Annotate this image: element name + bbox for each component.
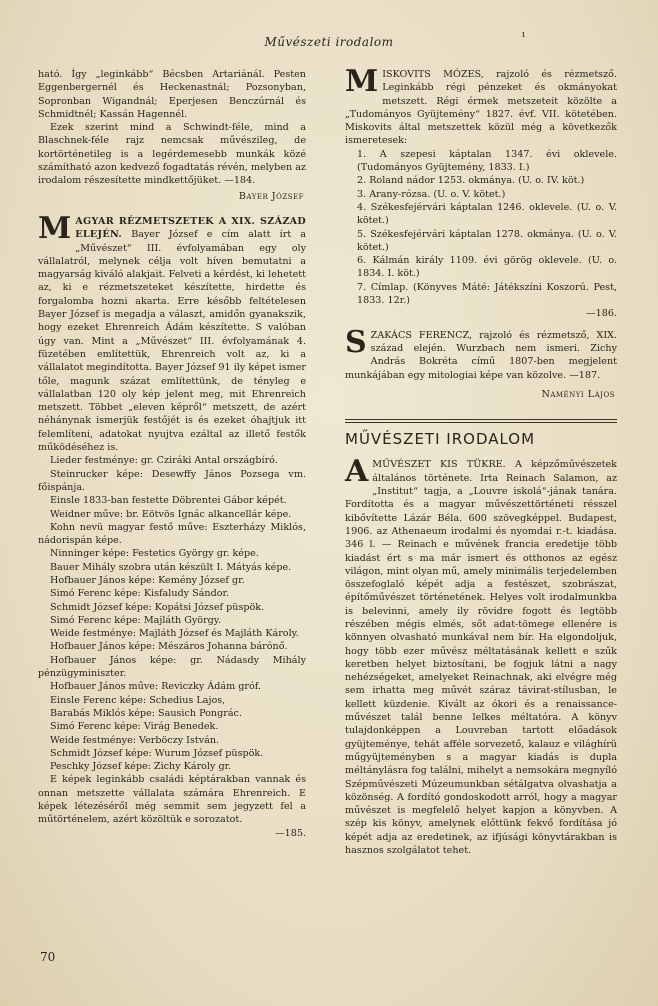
list-item: Schmidt József képe: Kopátsi József püspök. (50, 601, 265, 613)
list-item: Peschky József képe: Zichy Károly gr. (50, 761, 232, 773)
section-rule (345, 419, 617, 420)
list-item: 4. Székesfejérvári káptalan 1246. oklevele. (U. o. V. kötet.) (357, 201, 617, 227)
list-item: Simó Ferenc képe: Virág Benedek. (50, 721, 219, 733)
list-item: Einsle 1833-ban festette Döbrentei Gábor képét. (50, 495, 287, 507)
article-paragraph: ISKOVITS MÓZES, rajzoló és rézmetsző. Leginkább régi pénzeket és okmányokat metszett. Régi érmek metszeteit közölte a „Tudományos Gyüjtemény“ 1827. évf. VII. kötetében. Miskovits által metszettek közül még a következők ismeretesek: (345, 69, 617, 147)
signature: Bayer József (238, 190, 304, 202)
article-rezmetszetek (38, 210, 306, 454)
print-mark: ı (522, 30, 525, 40)
right-column (345, 64, 617, 857)
list-item: Lieder festménye: gr. Cziráki Antal országbíró. (50, 455, 278, 467)
list-item: Hofbauer János képe: Mészáros Johanna bárónő. (50, 641, 288, 653)
list-item: 3. Arany-rózsa. (U. o. V. kötet.) (357, 188, 506, 200)
section-title: MŰVÉSZETI IRODALOM (345, 430, 536, 449)
list-item: Simó Ferenc képe: Majláth György. (50, 614, 221, 626)
list-item: Simó Ferenc képe: Kisfaludy Sándor. (50, 588, 230, 600)
intro-paragraph: Ezek szerint mind a Schwindt-féle, mind a Blaschnek-féle rajz nemcsak művészileg, de kortörténetileg is a legérdemesebb munkák közé számítható azon kedvező fogadtatás révén, melyben az irodalom részesítette mindkettőjüket. —184. (38, 122, 306, 187)
list-item: Steinrucker képe: Desewffy János Pozsega vm. főispánja. (38, 468, 306, 493)
list-item: 2. Roland nádor 1253. okmánya. (U. o. IV. köt.) (357, 175, 585, 187)
list-item: 5. Székesfejérvári káptalan 1278. okmánya. (U. o. V. kötet.) (357, 228, 617, 253)
miskovits-list (345, 148, 617, 308)
list-item: Weidner műve: br. Eötvös Ignác alkancellár képe. (50, 508, 292, 520)
page-number: 70 (40, 950, 56, 964)
section-rule (345, 422, 617, 423)
drop-cap: A (345, 454, 369, 490)
list-item: Weide festménye: Majláth József és Majláth Károly. (50, 628, 299, 640)
list-item: Schmidt József képe: Wurum József püspök. (50, 747, 264, 759)
list-item: Weide festménye: Verböczy István. (50, 734, 220, 746)
article-number: —186. (586, 308, 617, 320)
review-paragraph: MŰVÉSZET KIS TÜKRE. A képzőművészetek általános története. Irta Reinach Salamon, az „Institut“ tagja, a „Louvre iskolá“-jának tanára. Fordította és a magyar művészettörténeti résszel kibővítette Lázár Béla. 600 szövegképpel. Budapest, 1906. az Athenaeum irodalmi és nyomdai r.-t. kiadása. 346 l. — Reinach e művének francia eredetije több kiadást ért s ma már ismert és otthonos az egész világon, mint olyan mű, amely minimális terjedelemben összefoglaló képét adja a festészet, szobrászat, építőművészet történetének. Helyes volt irodalmunkba is belevinni, amely ily rövidre fogott és legtöbb részében mégis elmés, sőt adat-tömege ellenére is könnyen olvasható munkával nem bír. Ha elgondoljuk, hogy több ezer művész méltatásának kellett e szűk keretben helyet biztosítani, be fogjuk látni a nagy nehézségeket, amelyeket Reinachnak, aki elvégre még sem irhatta meg művét száraz távirat-stílusban, le kellett küzdenie. Kivált az ókori és a renaissance-művészet talál benne lelkes méltatóra. A könyv tulajdonképpen a Louvreban tartott előadások gyüjteménye, tehát afféle sorvezető, kalauz e világhírü műgyüjteményben s a magyar kiadás is dupla méltánylásra fog találni, mihelyt a nemsokára megnyíló Szépművészeti Múzeumunkban sétálgatva olvashatja a közönség. A fordító gondoskodott arról, hogy a magyar művészet is megfelelő helyet kapjon a könyvben. A szép kis könyv, amelynek előttünk fekvő fordítása jó képét adja az eredetinek, az ifjúsági könyvtárakban is hasznos szolgálatot tehet. (345, 459, 617, 857)
list-item: 1. A szepesi káptalan 1347. évi oklevele. (Tudományos Gyüjtemény, 1833. I.) (357, 148, 617, 174)
list-item: Hofbauer János műve: Reviczky Ádám gróf. (50, 681, 261, 693)
left-column (38, 68, 306, 840)
list-item: Ninninger képe: Festetics György gr. képe. (50, 548, 259, 560)
list-item: 6. Kálmán király 1109. évi görög oklevele. (U. o. 1834. I. köt.) (357, 255, 617, 280)
article-miskovits (345, 64, 617, 148)
list-item: Einsle Ferenc képe: Schedius Lajos, (50, 694, 226, 706)
article-szakacs (345, 324, 617, 382)
drop-cap: S (345, 324, 367, 360)
article-heading: AGYAR RÉZMETSZETEK A XIX. SZÁZAD ELEJÉN. (75, 215, 306, 241)
list-item: 7. Címlap. (Könyves Máté: Játékszíni Koszorú. Pest, 1833. 12r.) (357, 281, 617, 307)
running-head: Művészeti irodalom (264, 35, 394, 49)
list-item: E képek leginkább családi képtárakban vannak és onnan metszette vállalata számára Ehrenreich. E képek létezéséről még semmit sem jegyzett fel a műtörténelem, azért közöltük e sorozatot. (38, 774, 306, 826)
list-item: Hofbauer János képe: gr. Nádasdy Mihály pénzügyminiszter. (38, 654, 306, 680)
list-item: Barabás Miklós képe: Sausich Pongrác. (50, 707, 242, 719)
drop-cap: M (38, 210, 72, 246)
article-paragraph: ZAKÁCS FERENCZ, rajzoló és rézmetsző, XIX. század elején. Wurzbach nem ismeri. Zichy András Bokréta című 1807-ben megjelent munkájában egy mitologiai képe van közolve. —187. (345, 329, 617, 381)
intro-paragraph: ható. Így „leginkább“ Bécsben Artariánál. Pesten Eggenbergernél és Heckenastnál; Pozsonyban, Sopronban Wigandnál; Eperjesen Benczúrnál és Schmidtnél; Kassán Hagennél. (38, 69, 306, 120)
article-paragraph: Bayer József e cím alatt írt a „Művészet“ III. évfolyamában egy oly vállalatról, melynek célja volt híven bemutatni a magyarság kiváló alakjait. Felveti a kérdést, ki lehetett az, ki e rézmetszeteket készítette, hirdette és forgalomba hozni akarta. Erre később feltételesen Bayer József is megadja a választ, amidőn gyanakszik, hogy ezeket Ehrenreich Ádám készítette. S valóban úgy van. Mint a „Művészet“ III. évfolyamának 4. füzetében említettük, Ehrenreich volt az, ki a vállalatot megindította. Bayer József 91 ily képet ismer tőle, magunk százat említettünk, de tényleg e vállalatban 120 oly kép jelent meg, mit Ehrenreich metszett. Többet „eleven képről“ metszett, de azért néhánynak ismerjük festőjét is és ezeket óhajtjuk itt felemlíteni, adatokat nyujtva ezáltal az illető festők működéséhez is. (38, 229, 306, 454)
article-number: —185. (275, 827, 306, 839)
list-item: Bauer Mihály szobra után készült I. Mátyás képe. (50, 561, 292, 573)
list-item: Hofbauer János képe: Kemény József gr. (50, 574, 245, 586)
signature: Naményi Lajos (541, 388, 615, 400)
portrait-list (38, 454, 306, 826)
review-article (345, 454, 617, 857)
list-item: Kohn nevü magyar festő műve: Eszterházy Miklós, nádorispán képe. (38, 521, 306, 547)
drop-cap: M (345, 64, 379, 99)
